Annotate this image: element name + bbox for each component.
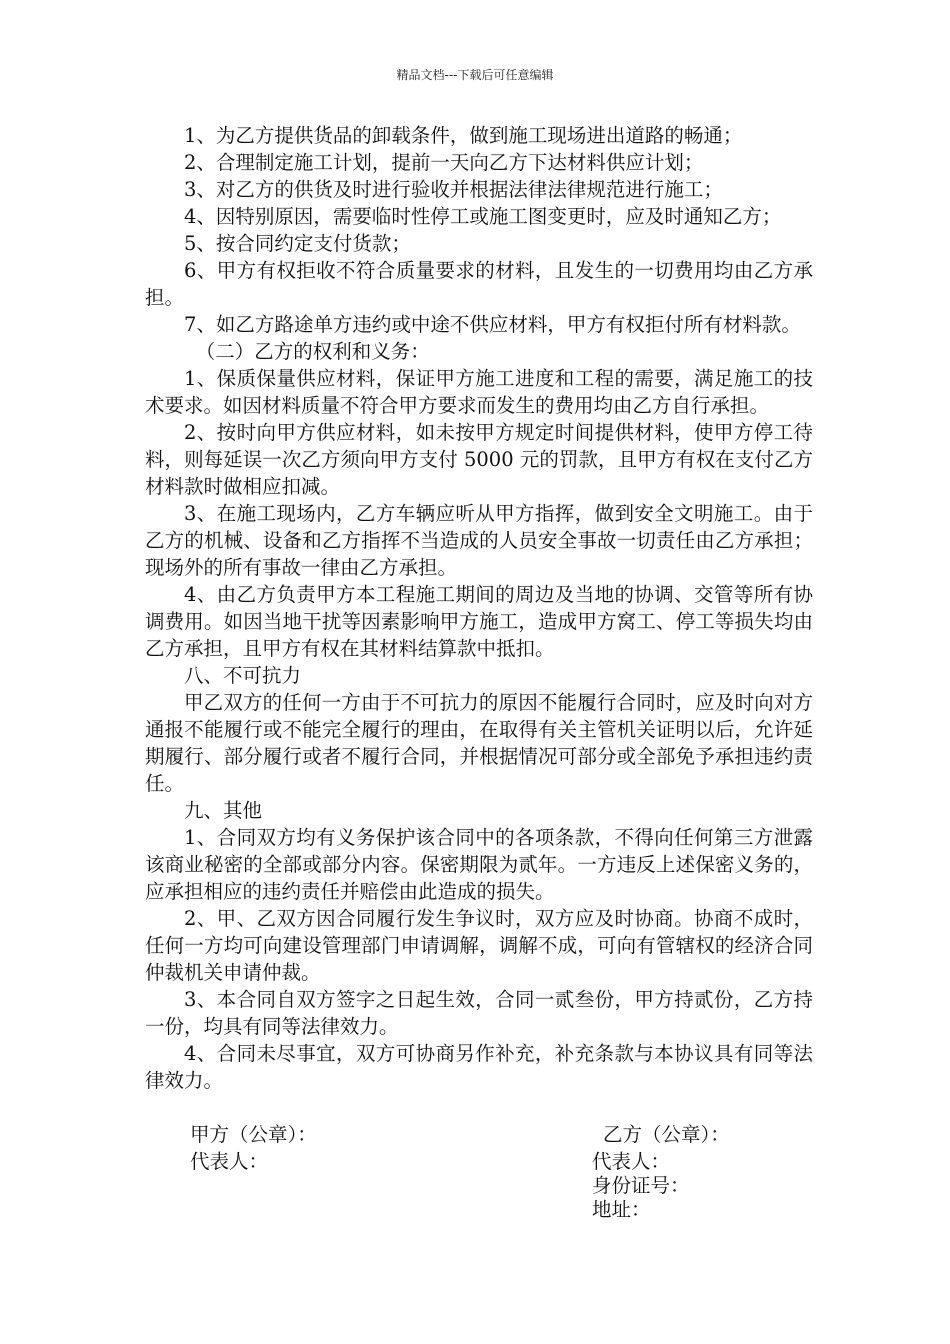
party-b-seal-label: 乙方（公章）： [603, 1123, 730, 1146]
party-a-seal-label: 甲方（公章）： [190, 1123, 317, 1146]
clause-other-2: 2、甲、乙双方因合同履行发生争议时，双方应及时协商。协商不成时，任何一方均可向建设管理部门申请调解，调解不成，可向有管辖权的经济合同仲裁机关申请仲裁。 [145, 907, 813, 984]
section-heading-other: 九、其他 [184, 799, 263, 822]
clause-b-1: 1、保质保量供应材料，保证甲方施工进度和工程的需要，满足施工的技术要求。如因材料质量不符合甲方要求而发生的费用均由乙方自行承担。 [145, 367, 813, 417]
clause-a-7: 7、如乙方路途单方违约或中途不供应材料，甲方有权拒付所有材料款。 [184, 313, 801, 336]
clause-a-6: 6、甲方有权拒收不符合质量要求的材料，且发生的一切费用均由乙方承担。 [145, 259, 813, 309]
clause-a-2: 2、合理制定施工计划，提前一天向乙方下达材料供应计划； [184, 151, 704, 174]
clause-a-5: 5、按合同约定支付货款； [184, 232, 411, 255]
clause-b-3: 3、在施工现场内，乙方车辆应听从甲方指挥，做到安全文明施工。由于乙方的机械、设备和乙方指挥不当造成的人员安全事故一切责任由乙方承担；现场外的所有事故一律由乙方承担。 [145, 502, 813, 579]
clause-other-4: 4、合同未尽事宜，双方可协商另作补充，补充条款与本协议具有同等法律效力。 [145, 1042, 813, 1092]
clause-a-3: 3、对乙方的供货及时进行验收并根据法律法律规范进行施工； [184, 178, 723, 201]
clause-other-3: 3、本合同自双方签字之日起生效，合同一贰叁份，甲方持贰份，乙方持一份，均具有同等法律效力。 [145, 988, 813, 1038]
party-b-id-label: 身份证号： [592, 1174, 690, 1197]
clause-b-2: 2、按时向甲方供应材料，如未按甲方规定时间提供材料，使甲方停工待料，则每延误一次乙方须向甲方支付 5000 元的罚款，且甲方有权在支付乙方材料款时做相应扣减。 [145, 421, 813, 498]
force-majeure-text: 甲乙双方的任何一方由于不可抗力的原因不能履行合同时，应及时向对方通报不能履行或不能完全履行的理由，在取得有关主管机关证明以后，允许延期履行、部分履行或者不履行合同，并根据情况可部分或全部免予承担违约责任。 [145, 691, 813, 795]
party-b-rep-label: 代表人： [592, 1150, 671, 1173]
party-b-address-label: 地址： [592, 1198, 651, 1221]
section-heading-party-b: （二）乙方的权利和义务： [195, 340, 430, 363]
clause-b-4: 4、由乙方负责甲方本工程施工期间的周边及当地的协调、交管等所有协调费用。如因当地干扰等因素影响甲方施工，造成甲方窝工、停工等损失均由乙方承担，且甲方有权在其材料结算款中抵扣。 [145, 583, 813, 660]
contract-body [145, 122, 813, 1094]
clause-other-1: 1、合同双方均有义务保护该合同中的各项条款，不得向任何第三方泄露该商业秘密的全部或部分内容。保密期限为贰年。一方违反上述保密义务的，应承担相应的违约责任并赔偿由此造成的损失。 [145, 826, 813, 903]
clause-a-1: 1、为乙方提供货品的卸载条件，做到施工现场进出道路的畅通； [184, 124, 743, 147]
party-a-rep-label: 代表人： [190, 1150, 269, 1173]
clause-a-4: 4、因特别原因，需要临时性停工或施工图变更时，应及时通知乙方； [184, 205, 782, 228]
section-heading-force-majeure: 八、不可抗力 [184, 664, 302, 687]
page-header: 精品文档---下载后可任意编辑 [396, 68, 554, 82]
